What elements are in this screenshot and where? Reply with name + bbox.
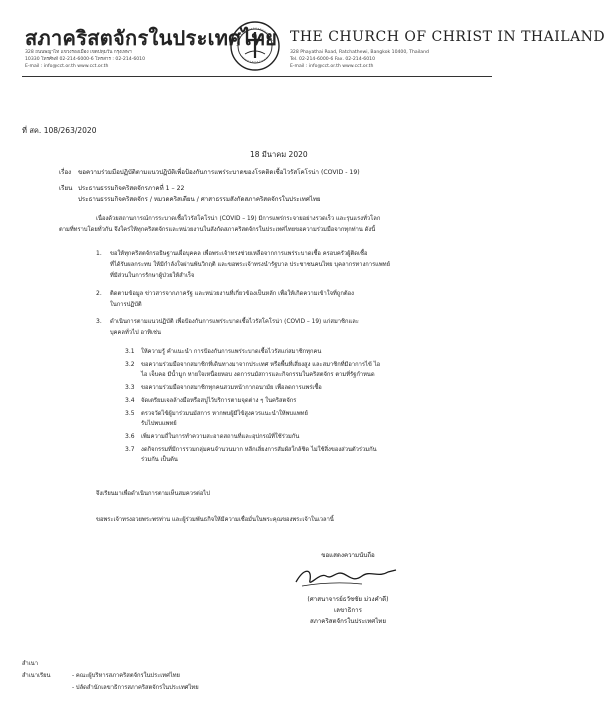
org-email-thai: E-mail : info@cct.or.th www.cct.or.th	[25, 64, 109, 69]
subitem-3-4: จัดเตรียมเจลล้างมือหรือสบู่ไว้บริการตามจุดต่าง ๆ ในคริสตจักร	[141, 398, 297, 404]
item-number: 2.	[96, 290, 102, 297]
subitem-3-6: เพิ่มความถี่ในการทำความสะอาดสถานที่และอุปกรณ์ที่ใช้ร่วมกัน	[141, 434, 300, 440]
item-3-line-2: บุคคลทั่วไป อาทิเช่น	[110, 330, 161, 336]
org-phone-thai: 10330 โทรศัพท์ 02-214-6000-6 โทรสาร : 02-214-6010	[25, 57, 146, 62]
subitem-3-2-line-1: ขอความร่วมมือจากสมาชิกที่เดินทางมาจากประเทศ หรือพื้นที่เสี่ยงสูง และสมาชิกที่มีอาการไข้ ไอ	[141, 362, 381, 368]
subitem-number: 3.3	[125, 384, 135, 391]
subitem-3-7-line-1: งดกิจกรรมที่มีการรวมกลุ่มคนจำนวนมาก หลีกเลี่ยงการสัมผัสใกล้ชิด ไม่ใช้สิ่งของส่วนตัวร่วมกัน	[141, 447, 377, 453]
cc-label: สำเนา	[22, 661, 38, 667]
signature-greeting: ขอแสดงความนับถือ	[321, 552, 375, 559]
cc-prefix: สำเนาเรียน	[22, 673, 51, 679]
reference-number: ที่ สค. 108/263/2020	[22, 126, 97, 135]
subitem-number: 3.7	[125, 446, 135, 453]
letterhead-divider	[22, 76, 492, 77]
church-seal-logo	[229, 20, 281, 72]
signatory-name: (ศาสนาจารย์ธวัชชัย ม่วงคำดี)	[307, 596, 389, 603]
subitem-3-1: ให้ความรู้ คำแนะนำ การป้องกันการแพร่ระบาดเชื้อไวรัสแก่สมาชิกทุกคน	[141, 349, 322, 355]
org-name-thai: สภาคริสตจักรในประเทศไทย	[25, 26, 278, 50]
letter-date: 18 มีนาคม 2020	[250, 150, 308, 159]
org-address-english: 328 Phayathai Road, Ratchathewi, Bangkok 10400, Thailand	[290, 50, 429, 55]
subitem-number: 3.4	[125, 397, 135, 404]
cc-recipient-1: - คณะผู้บริหารสภาคริสตจักรในประเทศไทย	[72, 673, 180, 679]
subject-text: ขอความร่วมมือปฏิบัติตามแนวปฏิบัติเพื่อป้องกันการแพร่ระบาดของโรคติดเชื้อไวรัสโคโรน่า (COVID - 19)	[78, 169, 360, 176]
org-address-thai: 328 ถนนพญาไท แขวงรองเมือง เขตปทุมวัน กรุงเทพฯ	[25, 50, 132, 55]
item-2-line-1: ติดตามข้อมูล ข่าวสารจากภาครัฐ และหน่วยงานที่เกี่ยวข้องเป็นหลัก เพื่อให้เกิดความเข้าใจที่ถูกต้อง	[110, 291, 354, 297]
subitem-number: 3.5	[125, 410, 135, 417]
intro-line-1: เนื่องด้วยสถานการณ์การระบาดเชื้อไวรัสโคโรน่า (COVID – 19) มีการแพร่กระจายอย่างรวดเร็ว และรุนแรงทั่วโลก	[96, 216, 381, 222]
recipient-label: เรียน	[59, 185, 73, 192]
cc-recipient-2: - ปลัดสำนักเลขาธิการสภาคริสตจักรในประเทศไทย	[72, 685, 199, 691]
handwritten-signature	[292, 564, 402, 590]
subitem-number: 3.6	[125, 433, 135, 440]
org-email-english: E-mail : info@cct.or.th www.cct.or.th	[290, 64, 374, 69]
blessing-line: ขอพระเจ้าทรงอวยพระพรท่าน และผู้ร่วมพันธกิจให้มีความเชื่อมั่นในพระคุณของพระเจ้าในเวลานี้	[96, 517, 334, 523]
item-2-line-2: ในการปฏิบัติ	[110, 302, 142, 308]
closing-line: จึงเรียนมาเพื่อดำเนินการตามเห็นสมควรต่อไป	[96, 491, 210, 497]
subitem-number: 3.2	[125, 361, 135, 368]
org-phone-english: Tel. 02-214-6000-6 Fax. 02-214-6010	[290, 57, 376, 62]
item-number: 1.	[96, 250, 102, 257]
subitem-3-7-line-2: ร่วมกัน เป็นต้น	[141, 457, 178, 463]
subject-label: เรื่อง	[59, 169, 72, 176]
item-number: 3.	[96, 318, 102, 325]
org-name-english: THE CHURCH OF CHRIST IN THAILAND	[290, 29, 605, 45]
intro-line-2: ตามที่ทราบโดยทั่วกัน จึงใคร่ให้ทุกคริสตจักรและหน่วยงานในสังกัดสภาคริสตจักรในประเทศไทยขอความร่วมมือจากทุกท่าน ดังนี้	[59, 227, 376, 233]
item-1-line-1: ขอให้ทุกคริสตจักรอธิษฐานเผื่อบุคคล เพื่อพระเจ้าทรงช่วยเหลือจากการแพร่ระบาดเชื้อ ครอบครัวผู้ติดเชื้อ	[110, 251, 368, 257]
recipient-line-2: ประธานธรรมกิจคริสตจักร / หมวดคริสเตียน / ศาสาธรรมสังกัดสภาคริสตจักรในประเทศไทย	[78, 196, 321, 203]
subitem-3-5-line-1: ตรวจวัดไข้ผู้มาร่วมนมัสการ หากพบผู้มีไข้สูงควรแนะนำให้พบแพทย์	[141, 411, 308, 417]
item-1-line-3: ที่มีส่วนในการรักษาผู้ป่วยให้สำเร็จ	[110, 273, 195, 279]
signatory-organization: สภาคริสตจักรในประเทศไทย	[309, 618, 387, 625]
recipient-line-1: ประธานธรรมกิจคริสตจักรภาคที่ 1 – 22	[78, 185, 185, 192]
subitem-number: 3.1	[125, 348, 135, 355]
subitem-3-3: ขอความร่วมมือจากสมาชิกทุกคนสวมหน้ากากอนามัย เพื่อลดการแพร่เชื้อ	[141, 385, 322, 391]
item-1-line-2: ที่ได้รับผลกระทบ ให้มีกำลังใจผ่านพ้นวิกฤติ และขอพระเจ้าทรงนำรัฐบาล ประชาชนคนไทย บุคลากรทางการแพทย์	[110, 262, 390, 268]
signatory-title: เลขาธิการ	[334, 607, 362, 614]
subitem-3-5-line-2: รับไปพบแพทย์	[141, 421, 177, 427]
item-3-line-1: ดำเนินการตามแนวปฏิบัติ เพื่อป้องกันการแพร่ระบาดเชื้อไวรัสโคโรน่า (COVID – 19) แก่สมาชิกและ	[110, 319, 359, 325]
subitem-3-2-line-2: ไอ เจ็บคอ มีน้ำมูก หายใจเหนื่อยหอบ งดการนมัสการและกิจกรรมในคริสตจักร ตามที่รัฐกำหนด	[141, 372, 375, 378]
